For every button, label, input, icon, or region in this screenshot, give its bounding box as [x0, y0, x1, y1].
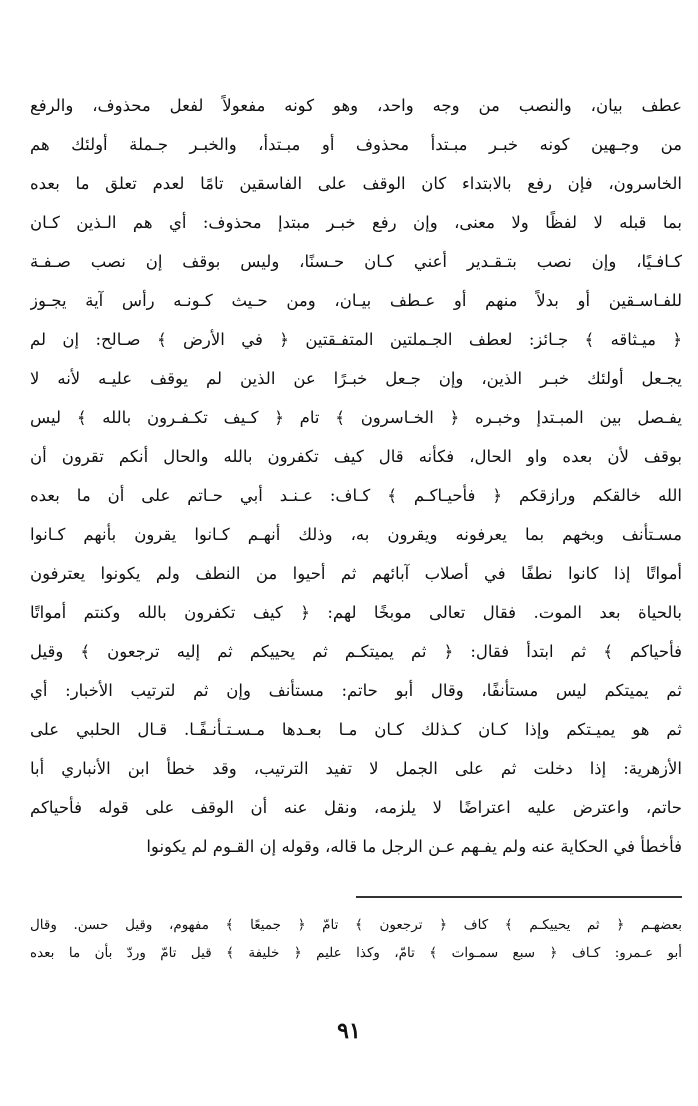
text-line: عطف بيان، والنصب من وجه واحد، وهو كونه مفعولاً لفعل محذوف، والرفع: [30, 96, 682, 115]
text-line: ثم هو يميـتكم وإذا كـان كـذلك كـان مـا بعـدها مـسـتـأنـفًـا. قـال الحلبي على: [30, 720, 682, 739]
text-line: بما قبله لا لفظًا ولا معنى، وإن رفع خبـر مبتدإ محذوف: أي هم الـذين كـان: [30, 213, 682, 232]
text-line: فأحياكم ﴾ ثم ابتدأ فقال: ﴿ ثم يميتكـم ثم يحييكم ثم إليه ترجعون ﴾ وقيل: [30, 642, 682, 661]
text-line: يجـعل أولئك خبـر الذين، وإن جـعل خبـرًا عن الذين لم يوقف عليـه لأنه لا: [30, 369, 682, 388]
main-text-block: [0, 88, 698, 868]
text-line: يفـصل بين المبـتدإ وخبـره ﴿ الخـاسرون ﴾ تام ﴿ كـيف تكـفـرون بالله ﴾ ليس: [30, 408, 682, 427]
text-line: من وجـهين كونه خبـر مبـتدأ محذوف أو مبـتدأ، والخبـر جـملة أولئك هم: [30, 135, 682, 154]
text-line: حاتم، واعترض عليه اعتراضًا لا يلزمه، ونقل عنه أن الوقف على قوله فأحياكم: [30, 798, 682, 817]
text-line: ثم يميتكم ليس مستأنفًا، وقال أبو حاتم: مستأنف وإن ثم لترتيب الأخبار: أي: [30, 681, 682, 700]
page-number: ٩١: [337, 1018, 361, 1044]
footnote-line: أبو عـمرو: كـاف ﴿ سبع سمـوات ﴾ تامّ، وكذا عليم ﴿ خليفة ﴾ قيل تامّ وردّ بأن ما بعده: [30, 945, 682, 961]
text-line: بوقف لأن بعده واو الحال، فكأنه قال كيف تكفرون بالله والحال أنكم تقرون أن: [30, 447, 682, 466]
footnote-line: بعضهـم ﴿ ثم يحييكـم ﴾ كاف ﴿ ترجعون ﴾ تامّ ﴿ جميعًا ﴾ مفهوم، وقيل حسن. وقال: [30, 917, 682, 933]
text-line: فأخطأ في الحكاية عنه ولم يفـهم عـن الرجل ما قاله، وقوله إن القـوم لم يكونوا: [146, 837, 682, 856]
text-line: الأزهرية: إذا دخلت ثم على الجمل لا تفيد الترتيب، وقد خطأ ابن الأنباري أبا: [30, 759, 682, 778]
text-line: أمواتًا إذا كانوا نطفًا في أصلاب آبائهم ثم أحيوا من النطف ولم يكونوا يعترفون: [30, 564, 682, 583]
text-line: ﴿ ميـثاقه ﴾ جـائز: لعطف الجـملتين المتفـقتين ﴿ في الأرض ﴾ صـالح: إن لم: [30, 330, 682, 349]
footnotes-block: [0, 904, 698, 974]
text-line: كـافـيًا، وإن نصب بتـقـدير أعني كـان حـسنًا، وليس بوقف إن نصب صـفـة: [30, 252, 682, 271]
text-line: مسـتأنف وبخهم بما يعرفونه ويقرون به، وذلك أنهـم كـانوا يقرون بأنهم كـانوا: [30, 525, 682, 544]
text-line: الله خالقكم ورازقكم ﴿ فأحيـاكـم ﴾ كـاف: عـنـد أبي حـاتم على أن ما بعده: [30, 486, 682, 505]
text-line: بالحياة بعد الموت. فقال تعالى موبخًا لهم: ﴿ كيف تكفرون بالله وكنتم أمواتًا: [30, 603, 682, 622]
text-line: للفـاسـقين أو بدلاً منهم أو عـطف بيـان، ومن حـيث كـونـه رأس آية يجـوز: [30, 291, 682, 310]
text-line: الخاسرون، فإن رفع بالابتداء كان الوقف على الفاسقين تامًا لعدم تعلق ما بعده: [30, 174, 682, 193]
footnote-separator: [356, 896, 682, 898]
